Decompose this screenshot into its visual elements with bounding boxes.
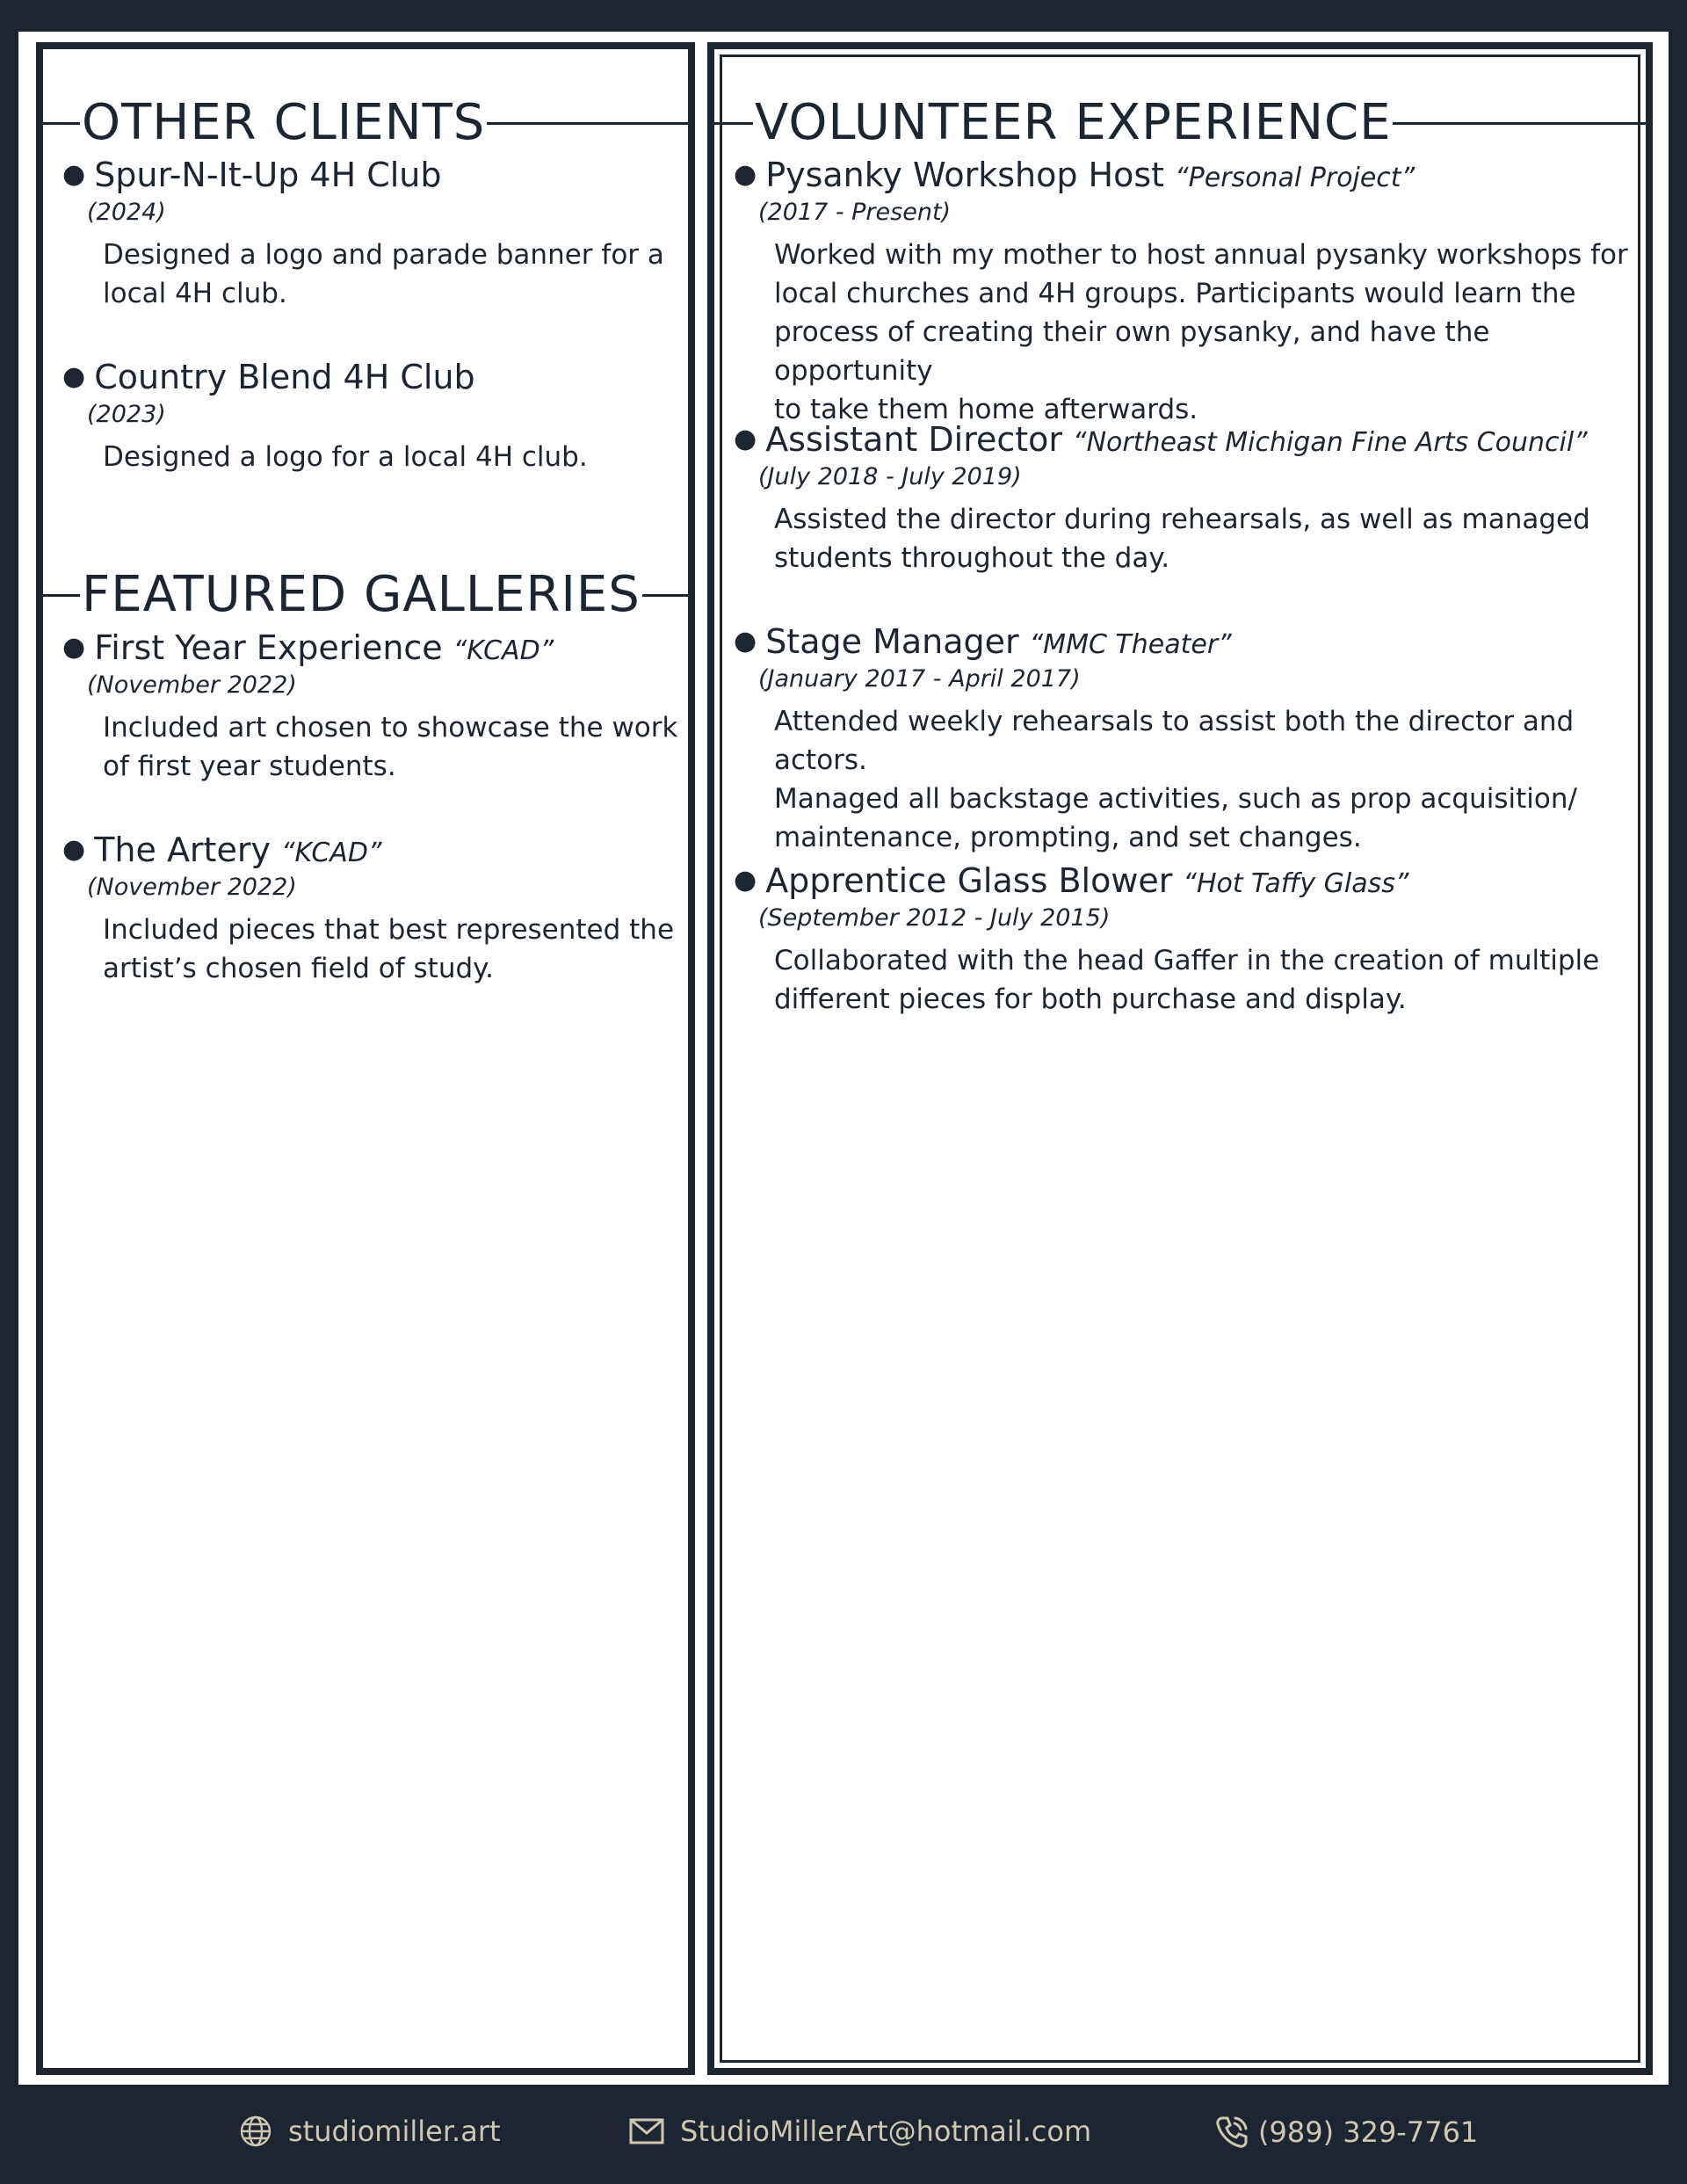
right-panel — [707, 42, 1653, 2075]
email-contact[interactable] — [629, 2115, 1091, 2148]
entry-organization: “Northeast Michigan Fine Arts Council” — [1073, 427, 1588, 458]
bullet: ● — [734, 865, 757, 896]
section-title: VOLUNTEER EXPERIENCE — [755, 94, 1392, 151]
bullet: ● — [734, 424, 757, 454]
contact-footer — [0, 2085, 1687, 2184]
entry-date: (November 2022) — [87, 671, 297, 699]
bullet: ● — [62, 834, 86, 865]
volunteer-experience-header — [707, 94, 1653, 151]
resume-page — [18, 32, 1669, 2085]
email-link[interactable]: StudioMillerArt@hotmail.com — [680, 2115, 1092, 2148]
entry-title: Country Blend 4H Club — [94, 358, 475, 396]
bullet: ● — [734, 626, 757, 657]
bullet: ● — [62, 361, 86, 392]
envelope-icon — [629, 2118, 664, 2144]
entry-date: (January 2017 - April 2017) — [758, 664, 1081, 693]
entry-description: Included art chosen to showcase the work of first year students. — [103, 712, 678, 783]
heading-rule — [707, 122, 753, 125]
gallery-entry — [62, 831, 674, 988]
volunteer-entry — [734, 156, 1646, 429]
entry-title: Spur-N-It-Up 4H Club — [94, 156, 442, 194]
phone-icon — [1214, 2115, 1249, 2150]
entry-title: The Artery — [94, 831, 271, 869]
bullet: ● — [62, 632, 86, 663]
featured-galleries-header — [36, 566, 695, 623]
entry-title: Stage Manager — [765, 622, 1019, 661]
entry-description: Designed a logo for a local 4H club. — [103, 441, 588, 474]
entry-organization: “Personal Project” — [1175, 163, 1415, 193]
entry-description: Collaborated with the head Gaffer in the creation of multiple different pieces for both purchase and display. — [774, 945, 1600, 1016]
gallery-entry — [62, 629, 677, 786]
entry-title: Assistant Director — [765, 420, 1063, 459]
client-entry — [62, 156, 664, 313]
left-panel — [36, 42, 695, 2075]
entry-description: Included pieces that best represented the artist’s chosen field of study. — [103, 914, 675, 985]
bullet: ● — [734, 159, 757, 190]
entry-date: (2023) — [87, 400, 166, 428]
entry-title: First Year Experience — [94, 628, 443, 667]
heading-rule — [36, 594, 80, 597]
volunteer-entry — [734, 421, 1590, 577]
entry-description: Designed a logo and parade banner for a local 4H club. — [103, 239, 664, 310]
heading-rule — [487, 122, 695, 125]
entry-description: Attended weekly rehearsals to assist both the director and actors. Managed all backstage activities, such as prop acquisition/ maintenance, prompting, and set changes. — [774, 706, 1577, 854]
entry-description: Assisted the director during rehearsals, as well as managed students throughout the day. — [774, 504, 1590, 575]
section-title: OTHER CLIENTS — [82, 94, 486, 151]
entry-title: Apprentice Glass Blower — [765, 861, 1173, 900]
client-entry — [62, 359, 588, 476]
entry-organization: “KCAD” — [280, 838, 382, 868]
entry-date: (November 2022) — [87, 873, 297, 901]
heading-rule — [36, 122, 80, 125]
entry-organization: “KCAD” — [453, 635, 554, 666]
entry-description: Worked with my mother to host annual pysanky workshops for local churches and 4H groups. Participants would learn the process of creating their own pysanky, and have the opportunity to take them home afterwards. — [774, 239, 1628, 426]
website-contact[interactable] — [239, 2115, 501, 2148]
phone-number[interactable]: (989) 329-7761 — [1258, 2115, 1479, 2149]
entry-date: (September 2012 - July 2015) — [758, 903, 1111, 932]
globe-icon — [239, 2115, 272, 2148]
heading-rule — [1393, 122, 1653, 125]
section-title: FEATURED GALLERIES — [82, 566, 641, 623]
entry-date: (2017 - Present) — [758, 198, 952, 226]
entry-title: Pysanky Workshop Host — [765, 156, 1165, 194]
phone-contact[interactable] — [1214, 2115, 1478, 2150]
other-clients-header — [36, 94, 695, 151]
entry-date: (2024) — [87, 198, 166, 226]
volunteer-entry — [734, 623, 1646, 857]
entry-date: (July 2018 - July 2019) — [758, 462, 1022, 490]
bullet: ● — [62, 159, 86, 190]
website-link[interactable]: studiomiller.art — [288, 2115, 501, 2148]
heading-rule — [642, 594, 695, 597]
entry-organization: “Hot Taffy Glass” — [1183, 868, 1409, 899]
entry-organization: “MMC Theater” — [1029, 629, 1232, 660]
volunteer-entry — [734, 862, 1599, 1019]
